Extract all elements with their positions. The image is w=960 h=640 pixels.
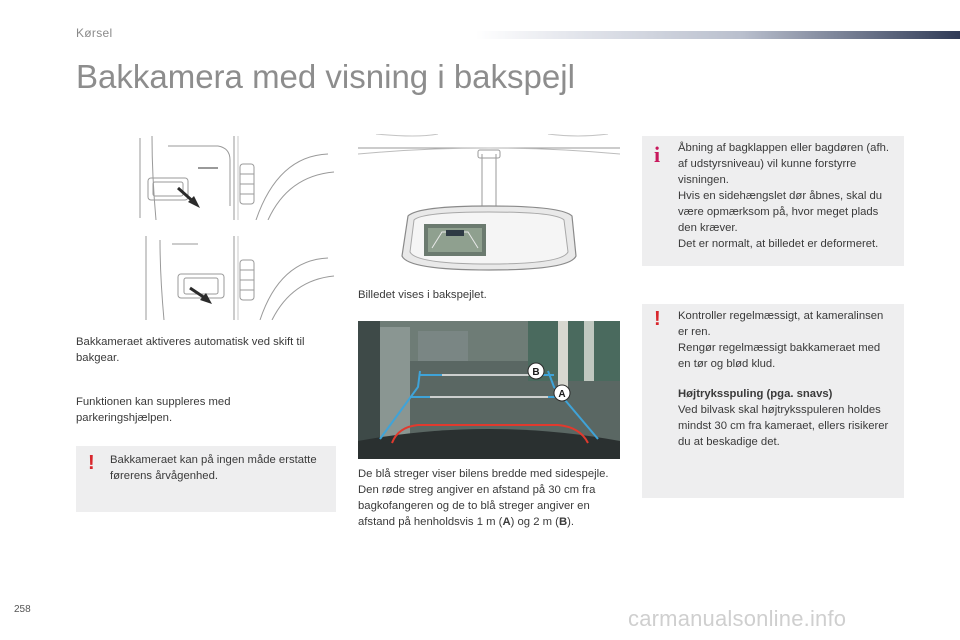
cleaning-text-line-2: Rengør regelmæssigt bakkameraet med en tør og blød klud. [678,342,881,370]
warning-icon-cleaning: ! [654,308,661,330]
warning-icon: ! [88,452,95,474]
van-rear-top-drawing [138,136,336,220]
distance-text-pre: Den røde streg angiver en afstand på 30 cm fra bagkofangeren og de to blå streger angiver en afstand på henholdsvis 1 m ( [358,484,596,528]
distance-text-b: B [558,516,568,528]
page-number: 258 [14,604,31,615]
parking-aid-text: Funktionen kan suppleres med parkeringshjælpen. [76,396,231,424]
info-box-door-opening [642,136,904,266]
info-text-line-3: Det er normalt, at billedet er deformeret. [678,238,879,250]
distance-text-mid: ) og 2 m ( [510,516,559,528]
illustration-rear-mirror [358,134,620,278]
info-icon: i [654,142,661,167]
pressure-wash-text: Ved bilvask skal højtryksspuleren holdes mindst 30 cm fra kameraet, ellers risikerer du at beskadige det. [678,404,889,448]
page-title: Bakkamera med visning i bakspejl [76,58,575,95]
blue-lines-text: De blå streger viser bilens bredde med sidespejle. [358,468,609,480]
camera-label-b: B [532,367,540,378]
camera-label-a: A [558,389,566,400]
distance-text-post: ). [567,516,575,528]
watermark: carmanualsonline.info [628,606,847,631]
cleaning-text-line-1: Kontroller regelmæssigt, at kameralinsen er ren. [678,310,884,338]
mirror-caption: Billedet vises i bakspejlet. [358,289,487,301]
header-bar [476,31,960,39]
warning-box-vigilance [76,446,336,512]
warning-text-vigilance: Bakkameraet kan på ingen måde erstatte førerens årvågenhed. [110,454,317,482]
info-text-line-1: Åbning af bagklappen eller bagdøren (afh. af udstyrsniveau) vil kunne forstyrre visningen. [678,142,890,186]
illustration-van-rear-bottom [138,236,336,320]
camera-description [358,466,622,530]
distance-text-a: A [502,516,511,528]
illustration-van-rear-top [138,136,336,220]
auto-activation-text: Bakkameraet aktiveres automatisk ved skift til bakgear. [76,336,305,364]
van-rear-bottom-drawing [138,236,336,320]
pressure-wash-heading: Højtryksspuling (pga. snavs) [678,388,833,400]
camera-view-drawing [358,321,620,459]
distance-lines-text [358,482,622,530]
camera-view-image [358,321,620,459]
section-label: Kørsel [76,26,113,40]
rear-mirror-drawing [358,134,620,278]
warning-box-cleaning [642,304,904,498]
info-text-line-2: Hvis en sidehængslet dør åbnes, skal du være opmærksom på, hvor meget plads den kræver. [678,190,883,234]
